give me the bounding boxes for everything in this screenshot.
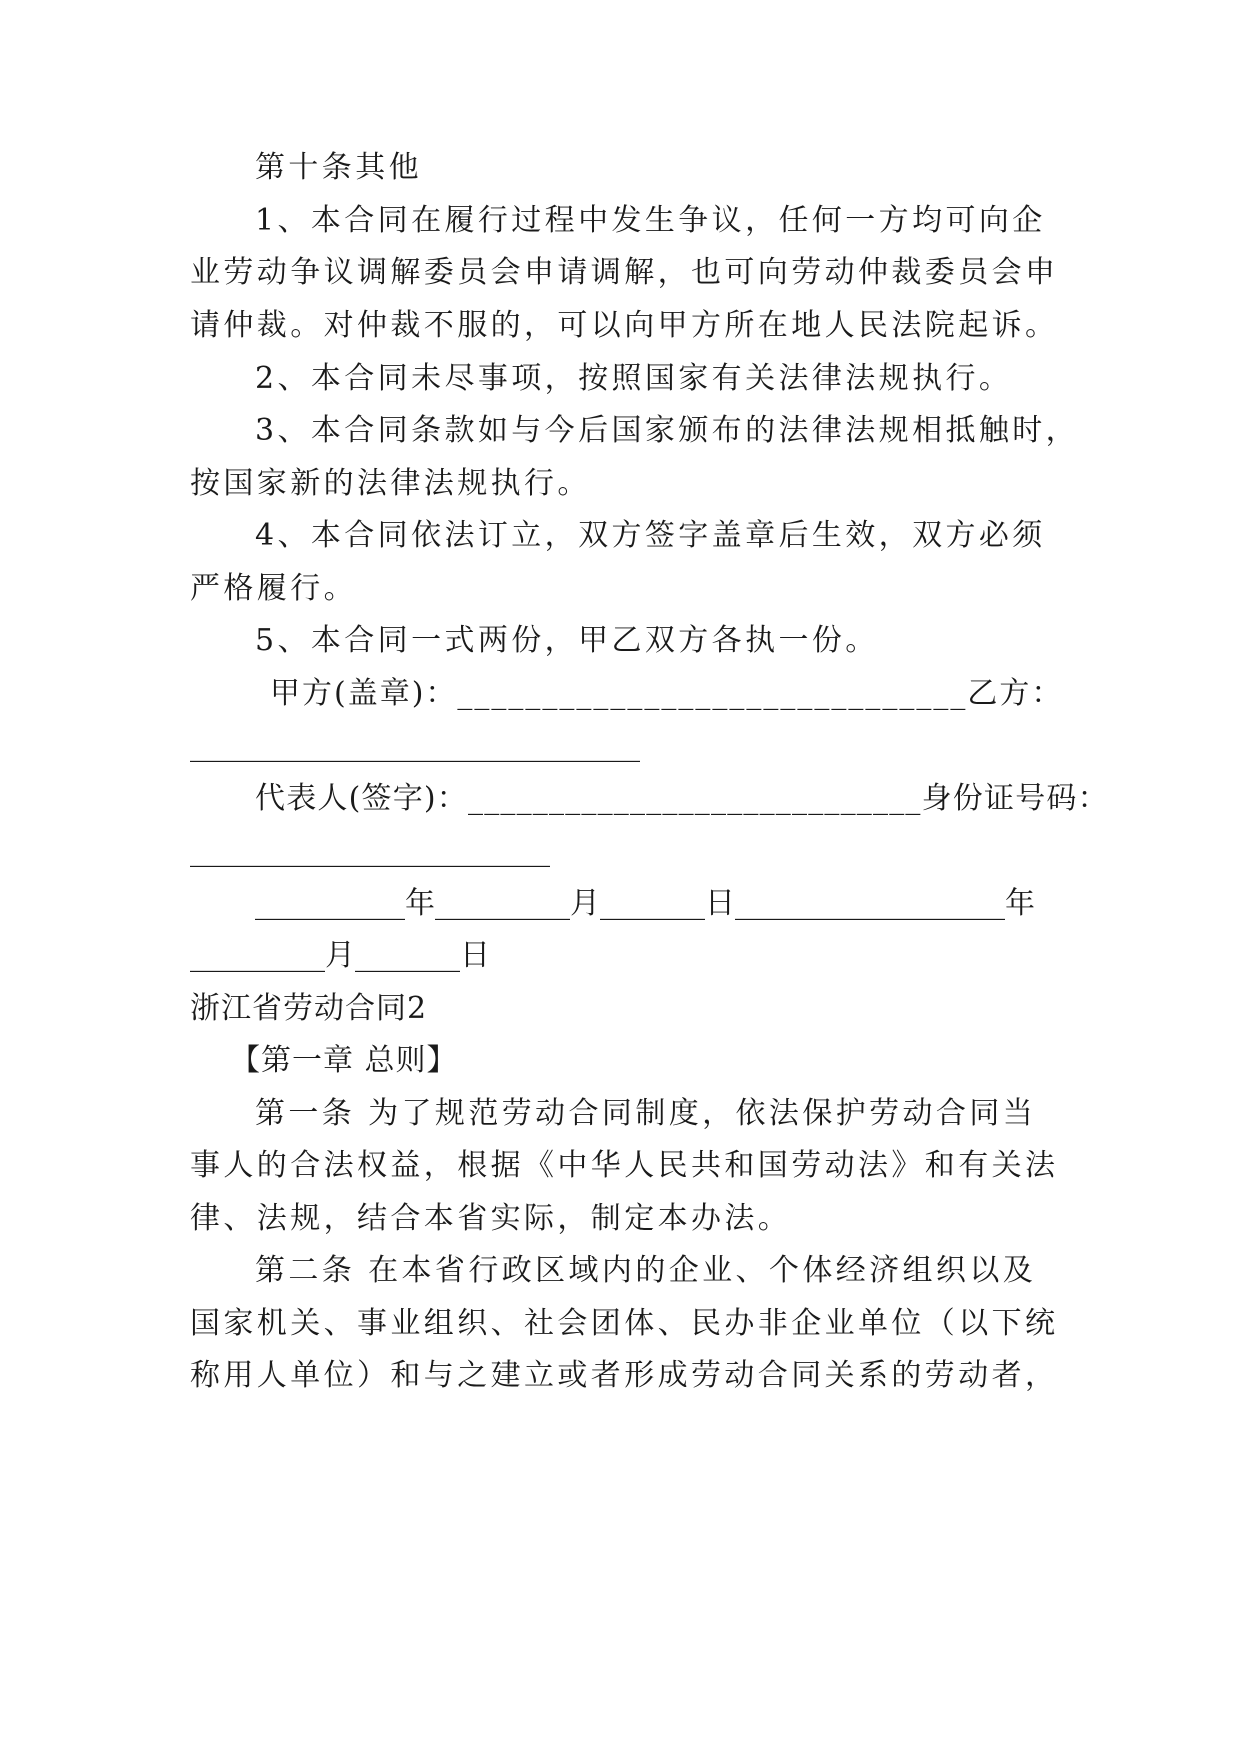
clause-1-line-1: 1、本合同在履行过程中发生争议，任何一方均可向企 — [255, 203, 1046, 238]
party-b-signature-blank: ______________________________ — [190, 728, 640, 763]
article-one-line-3: 律、法规，结合本省实际，制定本办法。 — [190, 1201, 792, 1236]
document-title: 浙江省劳动合同2 — [190, 991, 428, 1026]
clause-5: 5、本合同一式两份，甲乙双方各执一份。 — [255, 623, 879, 658]
article-one-line-2: 事人的合法权益，根据《中华人民共和国劳动法》和有关法 — [190, 1148, 1059, 1183]
representative-signature-line: 代表人(签字)：____________________________身份证号码： — [255, 781, 1109, 816]
id-number-blank: ________________________ — [190, 833, 550, 868]
date-line-1: __________年_________月_______日__________________年 — [255, 886, 1035, 921]
article-two-line-2: 国家机关、事业组织、社会团体、民办非企业单位（以下统 — [190, 1306, 1059, 1341]
article-one-line-1: 第一条 为了规范劳动合同制度，依法保护劳动合同当 — [255, 1096, 1037, 1131]
clause-4-line-2: 严格履行。 — [190, 571, 357, 606]
clause-4-line-1: 4、本合同依法订立，双方签字盖章后生效，双方必须 — [255, 518, 1046, 553]
article-ten-heading: 第十条其他 — [255, 150, 422, 185]
article-two-line-1: 第二条 在本省行政区域内的企业、个体经济组织以及 — [255, 1253, 1037, 1288]
clause-2: 2、本合同未尽事项，按照国家有关法律法规执行。 — [255, 361, 1013, 396]
party-a-signature-line: 甲方(盖章)：______________________________乙方： — [270, 676, 1064, 711]
clause-1-line-2: 业劳动争议调解委员会申请调解，也可向劳动仲裁委员会申 — [190, 255, 1059, 290]
clause-1-line-3: 请仲裁。对仲裁不服的，可以向甲方所在地人民法院起诉。 — [190, 308, 1059, 343]
article-two-line-3: 称用人单位）和与之建立或者形成劳动合同关系的劳动者， — [190, 1358, 1059, 1393]
date-line-2: _________月_______日 — [190, 938, 490, 973]
chapter-one-heading: 【第一章 总则】 — [230, 1043, 458, 1078]
clause-3-line-1: 3、本合同条款如与今后国家颁布的法律法规相抵触时， — [255, 413, 1080, 448]
clause-3-line-2: 按国家新的法律法规执行。 — [190, 466, 591, 501]
